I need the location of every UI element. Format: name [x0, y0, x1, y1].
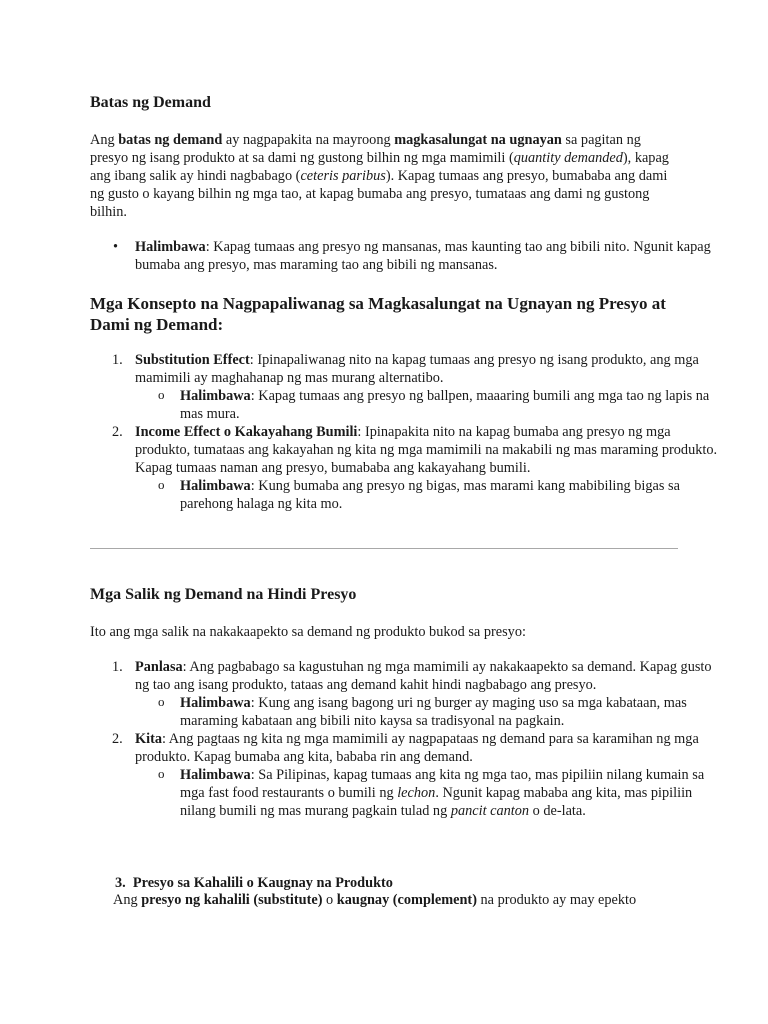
heading-batas-ng-demand: Batas ng Demand — [90, 94, 211, 111]
numbered-list-salik — [90, 658, 725, 820]
list-item: o Halimbawa: Kung ang isang bagong uri ng burger ay maging uso sa mga kabataan, mas maraming kabataan ang bibili nito kaysa sa tradisyonal na pagkain. — [180, 694, 725, 730]
list-item: 1. Substitution Effect: Ipinapaliwanag nito na kapag tumaas ang presyo ng isang produkto, ang mga mamimili ay maghahanap ng mas murang alternatibo. o Halimbawa: Kapag tumaas ang presyo ng ballpen, maaaring bumili ang mga tao ng lapis na mas mura. — [135, 351, 725, 423]
list-marker: 1. — [112, 659, 123, 675]
list-item: 2. Income Effect o Kakayahang Bumili: Ipinapakita nito na kapag bumaba ang presyo ng mga produkto, tumataas ang kakayahan ng kita ng mga mamimili na makabili ng mas maraming produkto. Kapag tumaas naman ang presyo, bumababa ang kakayahang bumili. o Halimbawa: Kung bumaba ang presyo ng bigas, mas marami kang mabibiling bigas sa parehong halaga ng kita mo. — [135, 423, 725, 513]
numbered-list-konsepto — [90, 351, 725, 513]
horizontal-divider — [90, 548, 678, 549]
list-item: • Halimbawa: Kapag tumaas ang presyo ng mansanas, mas kaunting tao ang bibili nito. Ngunit kapag bumaba ang presyo, mas maraming tao ang bibili ng mansanas. — [135, 238, 725, 274]
heading-mga-salik: Mga Salik ng Demand na Hindi Presyo — [90, 586, 357, 603]
paragraph-salik-intro: Ito ang mga salik na nakakaapekto sa demand ng produkto bukod sa presyo: — [90, 624, 526, 640]
list-item: o Halimbawa: Kung bumaba ang presyo ng bigas, mas marami kang mabibiling bigas sa parehong halaga ng kita mo. — [180, 477, 725, 513]
list-marker: 1. — [112, 352, 123, 368]
heading-mga-konsepto: Mga Konsepto na Nagpapaliwanag sa Magkasalungat na Ugnayan ng Presyo at Dami ng Demand: — [90, 294, 666, 334]
sub-list — [135, 694, 725, 730]
sub-list — [135, 387, 725, 423]
list-item-presyo-kahalili: 3. Presyo sa Kahalili o Kaugnay na Produkto — [115, 875, 393, 891]
list-marker: 2. — [112, 731, 123, 747]
list-marker: 2. — [112, 424, 123, 440]
list-item: 1. Panlasa: Ang pagbabago sa kagustuhan ng mga mamimili ay nakakaapekto sa demand. Kapag gusto ng tao ang isang produkto, tataas ang demand kahit hindi nagbabago ang presyo. o Halimbawa: Kung ang isang bagong uri ng burger ay maging uso sa mga kabataan, mas maraming kabataan ang bibili nito kaysa sa tradisyonal na pagkain. — [135, 658, 725, 730]
sub-list — [135, 766, 725, 820]
list-item: o Halimbawa: Sa Pilipinas, kapag tumaas ang kita ng mga tao, mas pipiliin nilang kumain sa mga fast food restaurants o bumili ng lechon. Ngunit kapag mababa ang kita, mas pipiliin nilang bumili ng mas murang pagkain tulad ng pancit canton o de-lata. — [180, 766, 725, 820]
paragraph-presyo-kahalili: Ang presyo ng kahalili (substitute) o kaugnay (complement) na produkto ay may epekto — [113, 892, 637, 908]
sub-list — [135, 477, 725, 513]
list-item: o Halimbawa: Kapag tumaas ang presyo ng ballpen, maaaring bumili ang mga tao ng lapis na mas mura. — [180, 387, 725, 423]
bullet-list-example — [90, 238, 725, 274]
list-marker: 3. — [115, 875, 126, 891]
list-item: 2. Kita: Ang pagtaas ng kita ng mga mamimili ay nagpapataas ng demand para sa karamihan ng mga produkto. Kapag bumaba ang kita, bababa rin ang demand. o Halimbawa: Sa Pilipinas, kapag tumaas ang kita ng mga tao, mas pipiliin nilang kumain sa mga fast food restaurants o bumili ng lechon. Ngunit kapag mababa ang kita, mas pipiliin nilang bumili ng mas murang pagkain tulad ng pancit canton o de-lata. — [135, 730, 725, 820]
paragraph-batas-definition: Ang batas ng demand ay nagpapakita na mayroong magkasalungat na ugnayan sa pagitan ng presyo ng isang produkto at sa dami ng gustong bilhin ng mga mamimili (quantity demanded), kapag ang ibang salik ay hindi nagbabago (ceteris paribus). Kapag tumaas ang presyo, bumababa ang dami ng gusto o kayang bilhin ng mga tao, at kapag bumaba ang presyo, tumataas ang dami ng gustong bilhin. — [90, 132, 669, 220]
